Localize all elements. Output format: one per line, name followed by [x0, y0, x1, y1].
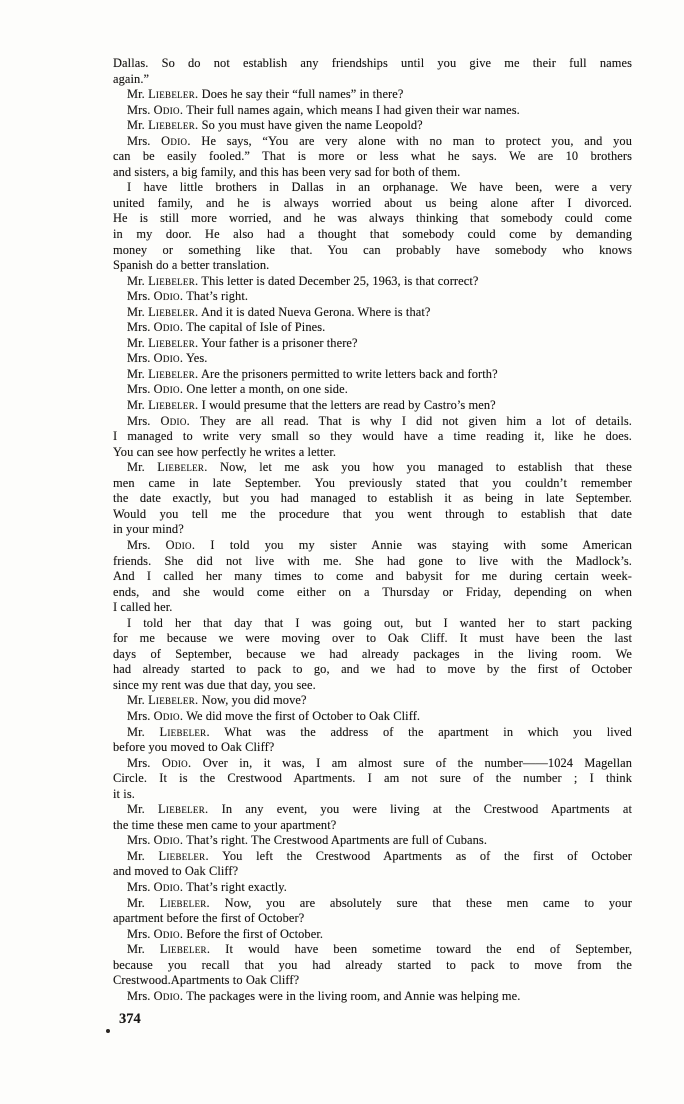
- text-line: [113, 72, 632, 88]
- speaker-prefix: Mrs.: [127, 708, 151, 723]
- speaker-prefix: Mrs.: [127, 320, 151, 335]
- text-line: [113, 616, 632, 632]
- speaker-name: Odio.: [153, 833, 184, 848]
- text-line: [113, 320, 632, 336]
- speaker-prefix: Mr.: [127, 398, 145, 413]
- text-line: [113, 740, 632, 756]
- speaker-name: Liebeler.: [159, 724, 210, 739]
- line-text: I told her that day that I was going out, but I wanted her to start packing: [127, 615, 632, 630]
- speaker-prefix: Mrs.: [127, 133, 151, 148]
- line-text: ends, and she would come either on a Thursday or Friday, depending on when: [113, 584, 632, 599]
- line-text: The capital of Isle of Pines.: [186, 320, 326, 335]
- line-text: it is.: [113, 786, 135, 801]
- speaker-name: Liebeler.: [158, 802, 209, 817]
- speaker-name: Liebeler.: [148, 335, 199, 350]
- line-text: Now, you did move?: [201, 693, 307, 708]
- text-line: [113, 585, 632, 601]
- line-text: This letter is dated December 25, 1963, is that correct?: [201, 273, 479, 288]
- speaker-prefix: Mr.: [127, 724, 145, 739]
- text-line: [113, 709, 632, 725]
- text-line: [113, 662, 632, 678]
- speaker-name: Liebeler.: [148, 118, 199, 133]
- line-text: Would you tell me the procedure that you went through to establish that date: [113, 506, 632, 521]
- speaker-prefix: Mr.: [127, 335, 145, 350]
- line-text: Before the first of October.: [186, 926, 324, 941]
- speaker-prefix: Mr.: [127, 802, 145, 817]
- speaker-name: Odio.: [153, 320, 184, 335]
- line-text: I told you my sister Annie was staying with some American: [210, 537, 632, 552]
- text-line: [113, 725, 632, 741]
- speaker-prefix: Mrs.: [127, 413, 151, 428]
- text-line: [113, 445, 632, 461]
- line-text: days of September, because we had already packages in the living room. We: [113, 646, 632, 661]
- text-line: [113, 258, 632, 274]
- text-line: [113, 554, 632, 570]
- speaker-name: Odio.: [153, 102, 184, 117]
- text-line: [113, 56, 632, 72]
- speaker-prefix: Mrs.: [127, 926, 151, 941]
- line-text: So you must have given the name Leopold?: [201, 118, 423, 133]
- text-line: [113, 103, 632, 119]
- speaker-name: Odio.: [153, 289, 184, 304]
- speaker-prefix: Mrs.: [127, 382, 151, 397]
- line-text: He is still more worried, and he was always thinking that somebody could come: [113, 211, 632, 226]
- line-text: You left the Crestwood Apartments as of the first of October: [222, 848, 632, 863]
- line-text: Crestwood.Apartments to Oak Cliff?: [113, 973, 300, 988]
- speaker-prefix: Mr.: [127, 942, 145, 957]
- line-text: And it is dated Nueva Gerona. Where is that?: [200, 304, 431, 319]
- line-text: and moved to Oak Cliff?: [113, 864, 239, 879]
- speaker-prefix: Mr.: [127, 366, 145, 381]
- line-text: Now, let me ask you how you managed to establish that these: [220, 460, 632, 475]
- text-line: [113, 305, 632, 321]
- line-text: since my rent was due that day, you see.: [113, 677, 316, 692]
- line-text: Yes.: [185, 351, 208, 366]
- line-text: I would presume that the letters are read by Castro’s men?: [201, 398, 496, 413]
- text-line: [113, 211, 632, 227]
- line-text: One letter a month, on one side.: [186, 382, 348, 397]
- line-text: Does he say their “full names” in there?: [201, 87, 404, 102]
- text-line: [113, 351, 632, 367]
- line-text: You can see how perfectly he writes a letter.: [113, 444, 337, 459]
- line-text: united family, and he is always worried about us being alone after I divorced.: [113, 195, 632, 210]
- page-number: 374: [119, 1011, 141, 1027]
- text-line: [113, 382, 632, 398]
- speaker-name: Odio.: [153, 382, 184, 397]
- line-text: I managed to write very small so they would have a time reading it, like he does.: [113, 429, 632, 444]
- line-text: in my door. He also had a thought that somebody could come by demanding: [113, 227, 632, 242]
- line-text: again.”: [113, 71, 150, 86]
- text-line: [113, 243, 632, 259]
- text-line: [113, 227, 632, 243]
- line-text: Their full names again, which means I had given their war names.: [186, 102, 520, 117]
- line-text: can be easily fooled.” That is more or less what he says. We are 10 brothers: [113, 149, 632, 164]
- speaker-prefix: Mr.: [127, 693, 145, 708]
- text-line: [113, 569, 632, 585]
- line-text: I called her.: [113, 600, 173, 615]
- text-line: [113, 911, 632, 927]
- speaker-name: Odio.: [153, 988, 184, 1003]
- line-text: We did move the first of October to Oak Cliff.: [186, 708, 421, 723]
- line-text: The packages were in the living room, and Annie was helping me.: [186, 988, 521, 1003]
- text-line: [113, 538, 632, 554]
- text-line: [113, 647, 632, 663]
- line-text: Circle. It is the Crestwood Apartments. I am not sure of the number ; I think: [113, 771, 632, 786]
- speaker-name: Odio.: [153, 351, 184, 366]
- text-line: [113, 165, 632, 181]
- line-text: the date exactly, but you had managed to establish it as being in late September.: [113, 491, 632, 506]
- line-text: I have little brothers in Dallas in an orphanage. We have been, were a very: [127, 180, 632, 195]
- line-text: And I called her many times to come and babysit for me during certain week-: [113, 569, 632, 584]
- speaker-prefix: Mrs.: [127, 833, 151, 848]
- speaker-name: Odio.: [165, 537, 196, 552]
- text-line: [113, 896, 632, 912]
- text-line: [113, 134, 632, 150]
- text-line: [113, 367, 632, 383]
- speaker-prefix: Mr.: [127, 304, 145, 319]
- text-line: [113, 927, 632, 943]
- line-text: In any event, you were living at the Crestwood Apartments at: [221, 802, 632, 817]
- line-text: Dallas. So do not establish any friendships until you give me their full names: [113, 56, 632, 70]
- text-line: [113, 802, 632, 818]
- speaker-name: Liebeler.: [148, 273, 199, 288]
- speaker-name: Liebeler.: [148, 693, 199, 708]
- line-text: and sisters, a big family, and this has been very sad for both of them.: [113, 164, 461, 179]
- text-line: [113, 849, 632, 865]
- speaker-prefix: Mr.: [127, 460, 145, 475]
- speaker-prefix: Mrs.: [127, 879, 151, 894]
- text-line: [113, 149, 632, 165]
- text-line: [113, 180, 632, 196]
- text-line: [113, 833, 632, 849]
- speaker-name: Odio.: [161, 133, 191, 148]
- speaker-prefix: Mrs.: [127, 351, 151, 366]
- text-line: [113, 336, 632, 352]
- text-line: [113, 118, 632, 134]
- speaker-name: Liebeler.: [148, 366, 199, 381]
- text-line: [113, 600, 632, 616]
- speaker-name: Liebeler.: [159, 895, 210, 910]
- speaker-prefix: Mrs.: [127, 988, 151, 1003]
- text-line: [113, 678, 632, 694]
- speaker-prefix: Mr.: [127, 273, 145, 288]
- speaker-prefix: Mr.: [127, 87, 145, 102]
- speaker-name: Liebeler.: [148, 398, 199, 413]
- text-line: [113, 631, 632, 647]
- text-line: [113, 398, 632, 414]
- text-line: [113, 818, 632, 834]
- text-line: [113, 942, 632, 958]
- line-text: money or something like that. You can probably have somebody who knows: [113, 242, 632, 257]
- line-text: before you moved to Oak Cliff?: [113, 740, 275, 755]
- line-text: because you recall that you had already started to pack to move from the: [113, 957, 632, 972]
- line-text: He says, “You are very alone with no man to protect you, and you: [201, 133, 632, 148]
- speaker-prefix: Mr.: [127, 895, 145, 910]
- text-line: [113, 522, 632, 538]
- text-line: [113, 460, 632, 476]
- speaker-name: Odio.: [153, 879, 184, 894]
- text-line: [113, 756, 632, 772]
- speaker-name: Odio.: [153, 926, 184, 941]
- speaker-name: Odio.: [160, 413, 191, 428]
- line-text: apartment before the first of October?: [113, 911, 305, 926]
- line-text: friends. She did not live with me. She had gone to live with the Madlock’s.: [113, 553, 632, 568]
- speaker-name: Odio.: [153, 708, 184, 723]
- text-line: [113, 289, 632, 305]
- line-text: Spanish do a better translation.: [113, 258, 270, 273]
- line-text: the time these men came to your apartment?: [113, 817, 337, 832]
- line-text: What was the address of the apartment in which you lived: [224, 724, 632, 739]
- line-text: Are the prisoners permitted to write letters back and forth?: [200, 366, 498, 381]
- speaker-prefix: Mrs.: [127, 102, 151, 117]
- speaker-name: Liebeler.: [158, 848, 209, 863]
- line-text: had already started to pack to go, and we had to move by the first of October: [113, 662, 632, 677]
- line-text: in your mind?: [113, 522, 184, 537]
- text-line: [113, 196, 632, 212]
- text-line: [113, 476, 632, 492]
- speaker-name: Odio.: [161, 755, 192, 770]
- text-line: [113, 989, 632, 1005]
- speaker-prefix: Mr.: [127, 118, 145, 133]
- speaker-prefix: Mr.: [127, 848, 145, 863]
- line-text: for me because we were moving over to Oak Cliff. It must have been the last: [113, 631, 632, 646]
- text-line: [113, 693, 632, 709]
- text-line: [113, 787, 632, 803]
- text-line: [113, 771, 632, 787]
- line-text: Now, you are absolutely sure that these men came to your: [224, 895, 632, 910]
- text-line: [113, 973, 632, 989]
- text-line: [113, 87, 632, 103]
- line-text: It would have been sometime toward the end of September,: [225, 942, 632, 957]
- text-line: [113, 958, 632, 974]
- text-line: [113, 274, 632, 290]
- speaker-name: Liebeler.: [157, 460, 208, 475]
- line-text: They are all read. That is why I did not given him a lot of details.: [199, 413, 632, 428]
- text-line: [113, 507, 632, 523]
- text-line: [113, 880, 632, 896]
- speaker-prefix: Mrs.: [127, 537, 151, 552]
- speaker-name: Liebeler.: [159, 942, 211, 957]
- text-line: [113, 414, 632, 430]
- scan-artifact-dot: [106, 1029, 110, 1033]
- speaker-prefix: Mrs.: [127, 755, 151, 770]
- line-text: Your father is a prisoner there?: [201, 335, 358, 350]
- speaker-prefix: Mrs.: [127, 289, 151, 304]
- document-text: [113, 56, 632, 1004]
- text-line: [113, 491, 632, 507]
- line-text: That’s right.: [186, 289, 249, 304]
- speaker-name: Liebeler.: [148, 304, 199, 319]
- text-line: [113, 429, 632, 445]
- text-line: [113, 864, 632, 880]
- speaker-name: Liebeler.: [148, 87, 199, 102]
- line-text: men came in late September. You previously stated that you couldn’t remember: [113, 475, 632, 490]
- line-text: That’s right. The Crestwood Apartments are full of Cubans.: [186, 833, 488, 848]
- line-text: Over in, it was, I am almost sure of the number——1024 Magellan: [202, 755, 632, 770]
- line-text: That’s right exactly.: [186, 879, 287, 894]
